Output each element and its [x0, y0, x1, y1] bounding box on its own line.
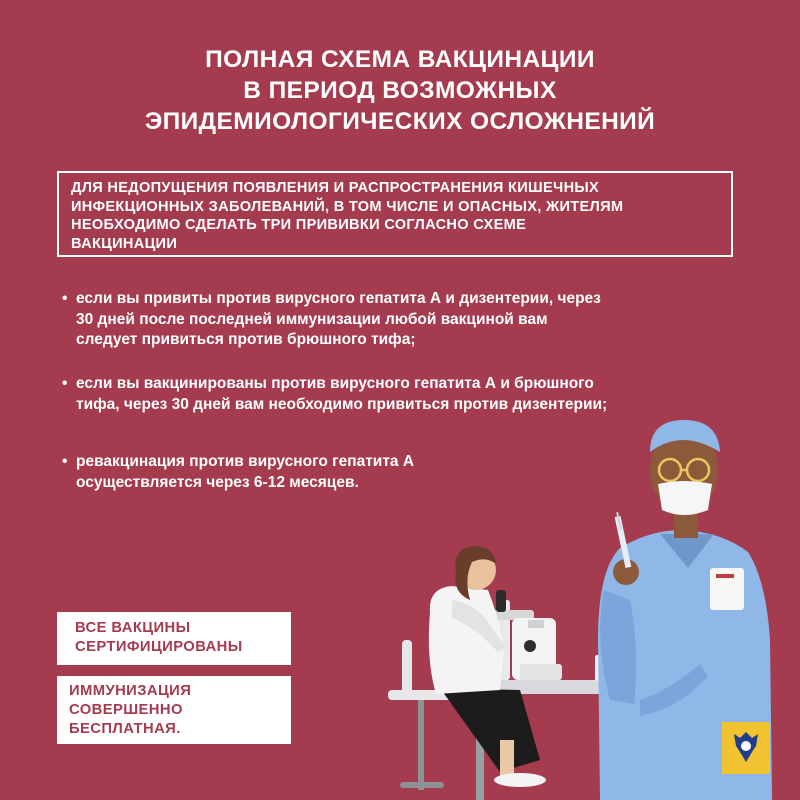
list-item-line: если вы вакцинированы против вирусного гепатита А и брюшного	[76, 375, 594, 392]
emblem-icon	[722, 722, 770, 774]
list-item-line: ревакцинация против вирусного гепатита А	[76, 453, 415, 470]
certified-badge-line-2: СЕРТИФИЦИРОВАНЫ	[75, 639, 243, 655]
list-item-line: следует привиться против брюшного тифа;	[76, 331, 416, 348]
free-immunization-badge	[57, 676, 291, 744]
free-badge-line-2: СОВЕРШЕННО	[69, 702, 183, 718]
free-badge-line-3: БЕСПЛАТНАЯ.	[69, 721, 181, 737]
title-line-1: ПОЛНАЯ СХЕМА ВАКЦИНАЦИИ	[205, 46, 595, 73]
list-item-line: если вы привиты против вирусного гепатита А и дизентерии, через	[76, 290, 601, 307]
notice-line-4: ВАКЦИНАЦИИ	[71, 235, 178, 252]
list-item-line: осуществляется через 6-12 месяцев.	[76, 473, 359, 491]
title-line-2: В ПЕРИОД ВОЗМОЖНЫХ	[243, 77, 557, 104]
list-item-line: тифа, через 30 дней вам необходимо привиться против дизентерии;	[76, 395, 608, 413]
title-line-3: ЭПИДЕМИОЛОГИЧЕСКИХ ОСЛОЖНЕНИЙ	[144, 108, 656, 135]
list-item-line: 30 дней после последней иммунизации любой вакциной вам	[76, 310, 548, 328]
notice-line-3: НЕОБХОДИМО СДЕЛАТЬ ТРИ ПРИВИВКИ СОГЛАСНО СХЕМЕ	[71, 217, 527, 233]
notice-line-2: ИНФЕКЦИОННЫХ ЗАБОЛЕВАНИЙ, В ТОМ ЧИСЛЕ И ОПАСНЫХ, ЖИТЕЛЯМ	[71, 198, 624, 215]
page-title	[40, 44, 760, 137]
free-badge-line-1: ИММУНИЗАЦИЯ	[69, 683, 192, 699]
notice-box	[57, 171, 733, 257]
lab-worker-microscope-illustration	[388, 546, 638, 800]
notice-line-1: ДЛЯ НЕДОПУЩЕНИЯ ПОЯВЛЕНИЯ И РАСПРОСТРАНЕНИЯ КИШЕЧНЫХ	[71, 180, 600, 196]
bullet-marker: •	[62, 290, 68, 307]
certified-badge	[57, 612, 291, 665]
bullet-marker: •	[62, 375, 68, 392]
bullet-marker: •	[62, 453, 68, 470]
certified-badge-line-1: ВСЕ ВАКЦИНЫ	[75, 620, 191, 636]
